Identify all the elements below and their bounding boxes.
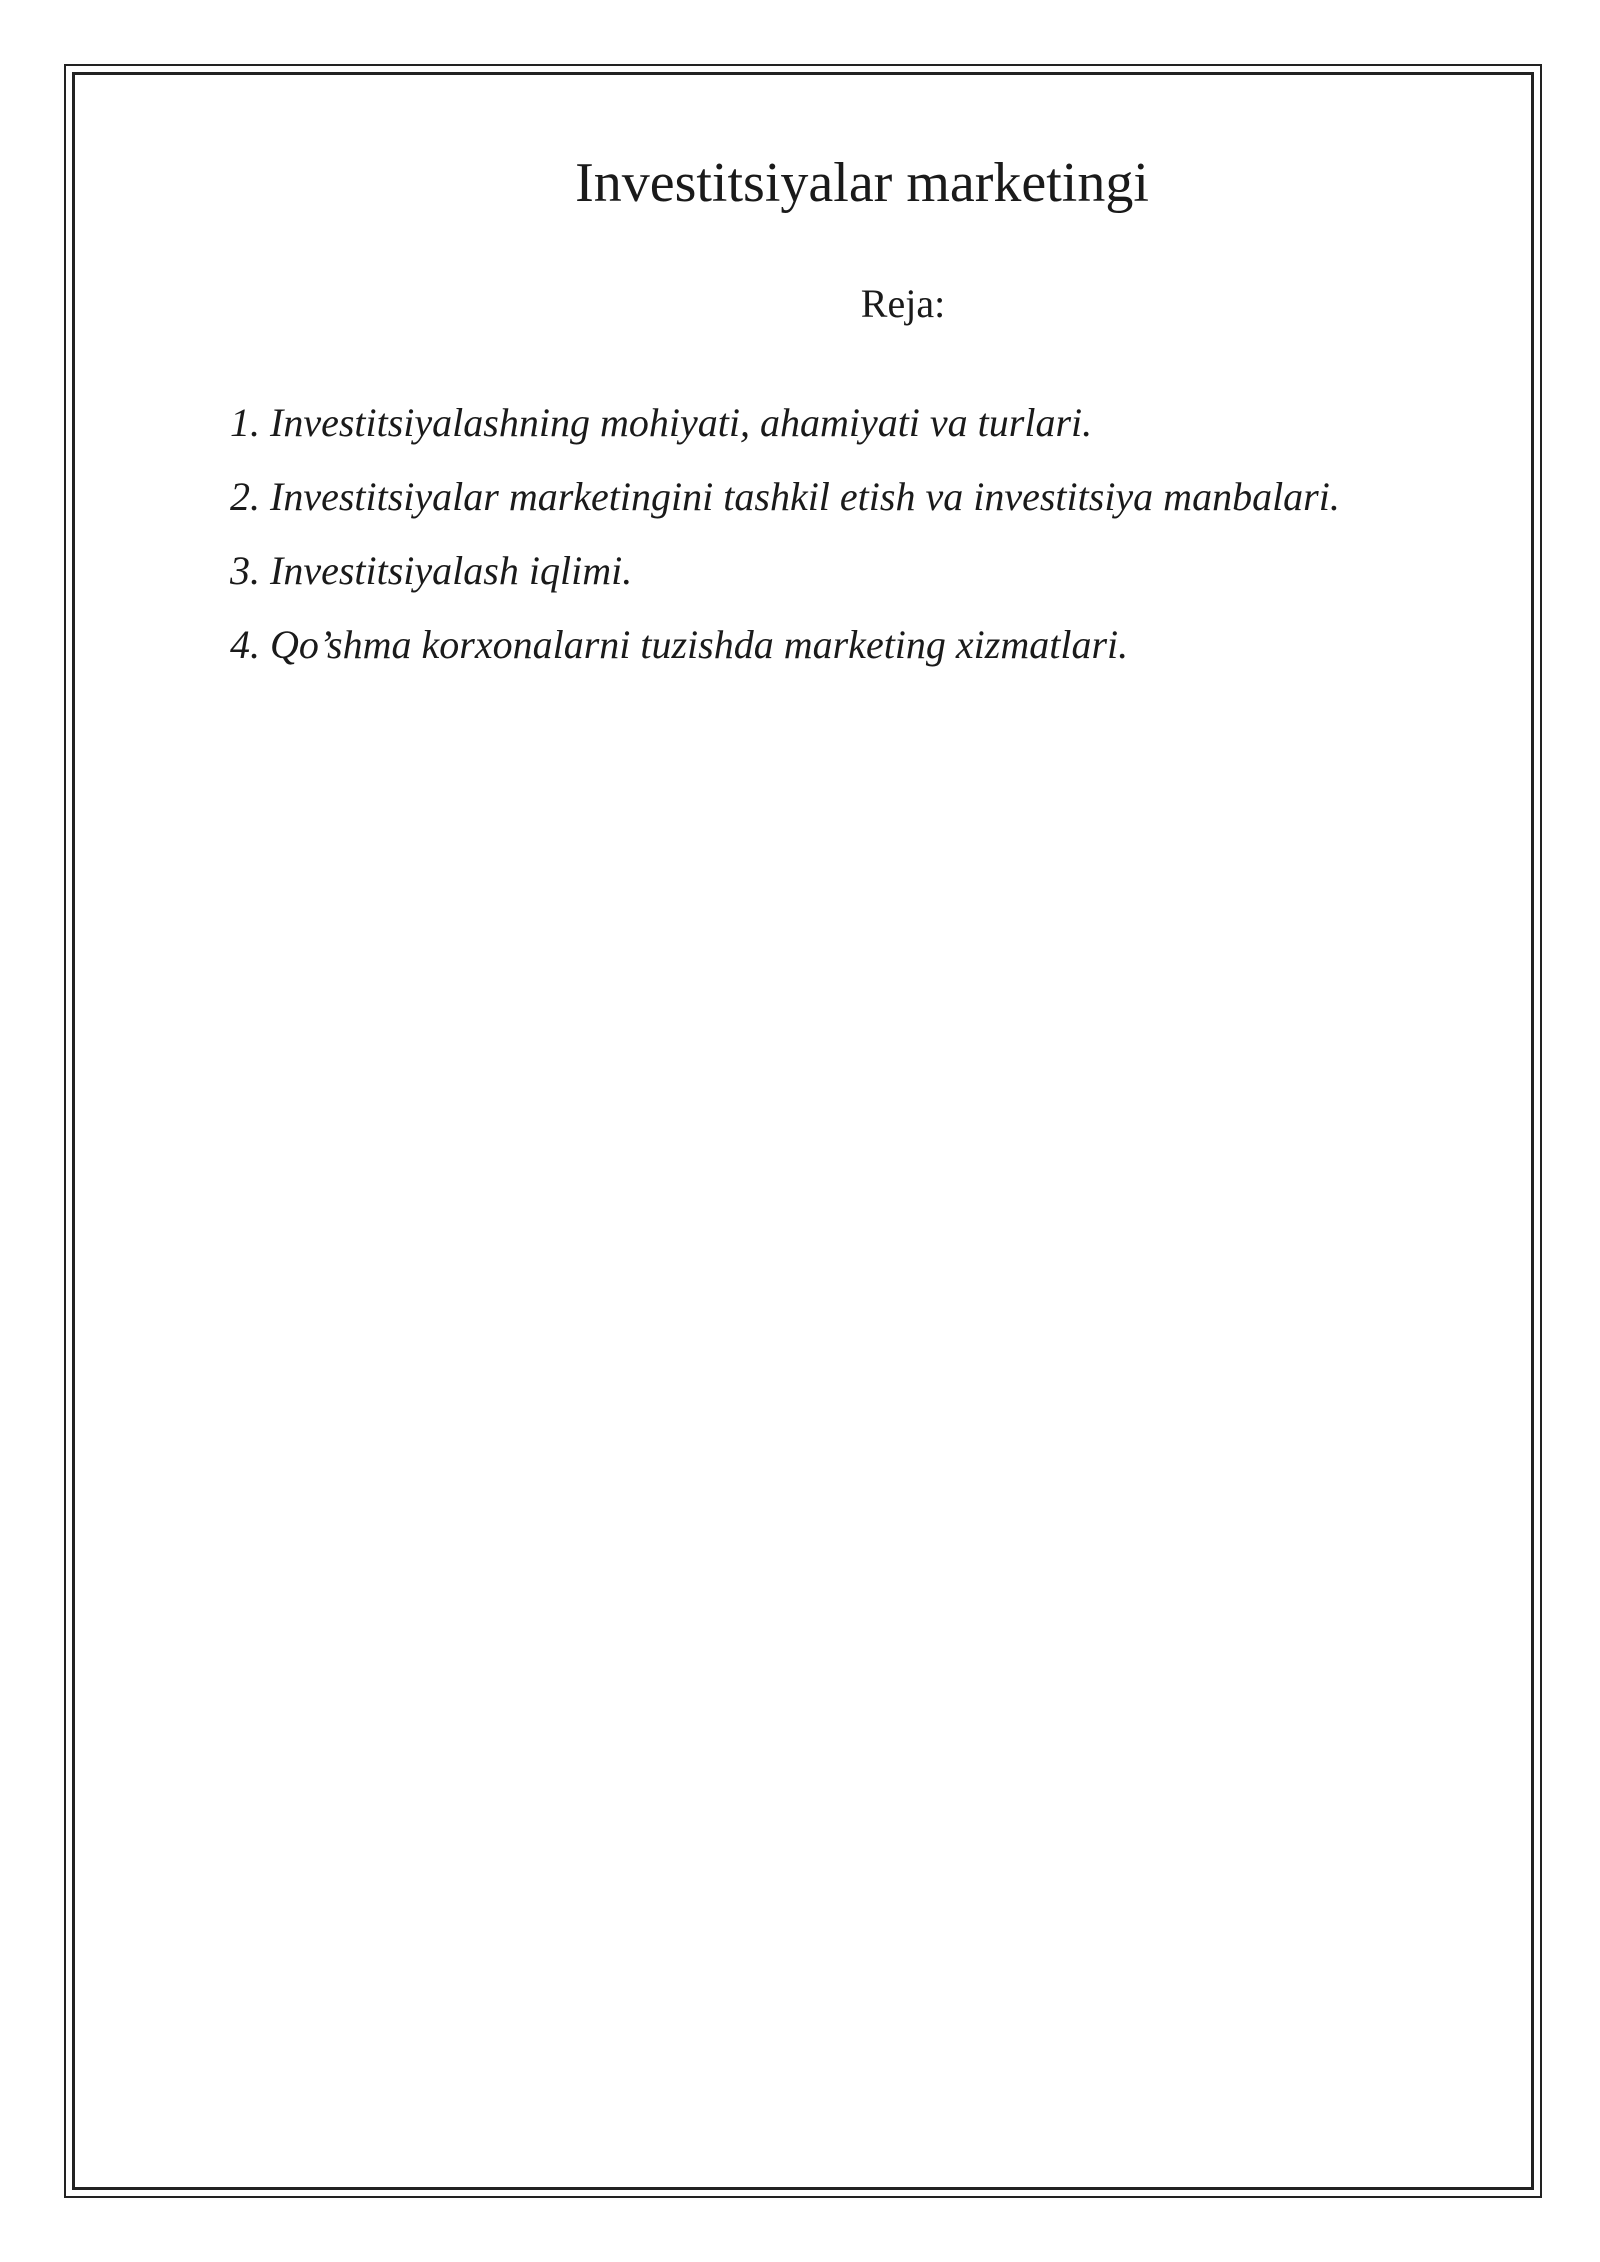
page-border-outer xyxy=(64,64,1542,2198)
plan-list xyxy=(230,386,1340,682)
plan-item: 1. Investitsiyalashning mohiyati, ahamiyati va turlari. xyxy=(230,400,1093,445)
plan-item: 4. Qo’shma korxonalarni tuzishda marketing xizmatlari. xyxy=(230,622,1129,667)
plan-item: 3. Investitsiyalash iqlimi. xyxy=(230,548,633,593)
document-title: Investitsiyalar marketingi xyxy=(575,152,1149,214)
plan-item: 2. Investitsiyalar marketingini tashkil etish va investitsiya manbalari. xyxy=(230,474,1340,519)
plan-heading: Reja: xyxy=(860,281,946,326)
